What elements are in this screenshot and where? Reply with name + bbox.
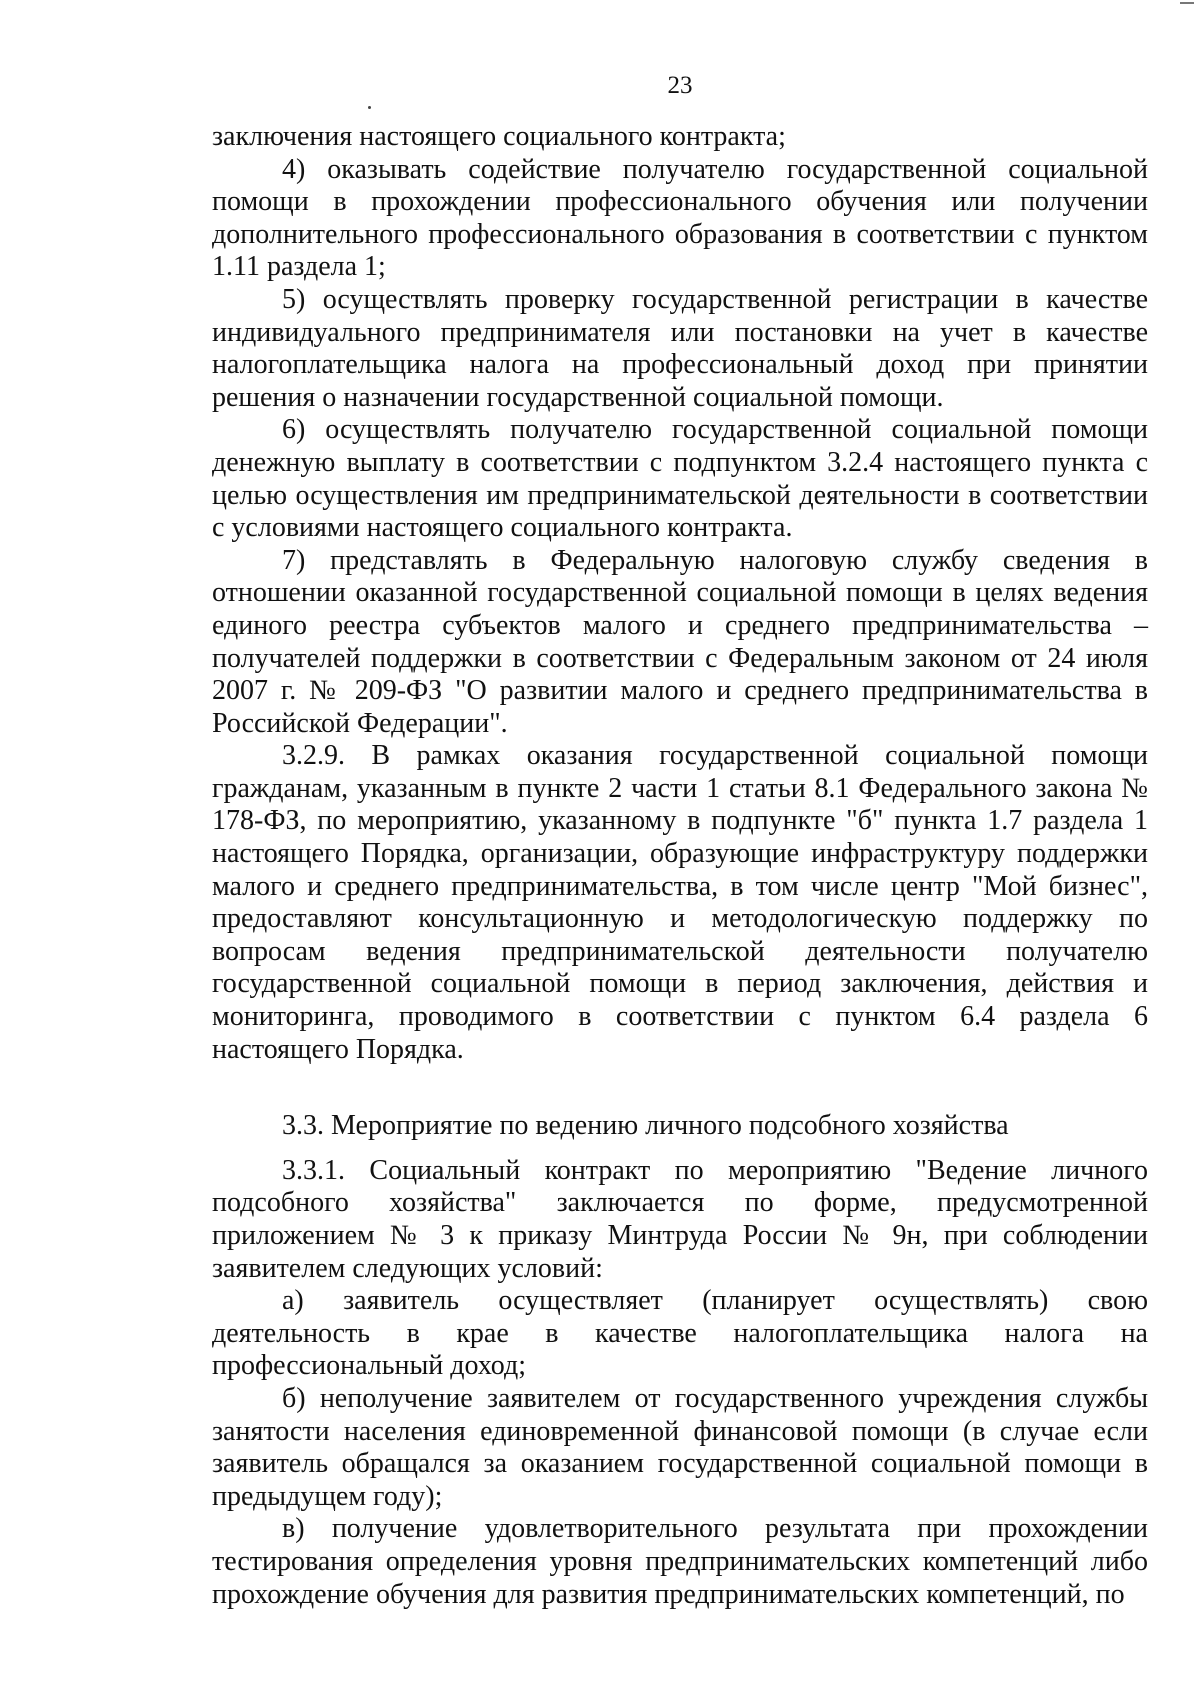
paragraph: 4) оказывать содействие получателю государственной социальной помощи в прохождении профессионального обучения или получении дополнительного профессионального образования в соответствии с пунктом 1.11 раздела 1; — [212, 153, 1148, 283]
paragraph: заключения настоящего социального контракта; — [212, 121, 786, 152]
paragraph: 7) представлять в Федеральную налоговую службу сведения в отношении оказанной государственной социальной помощи в целях ведения единого реестра субъектов малого и среднего предпринимательства – получателей поддержки в соответствии с Федеральным законом от 24 июля 2007 г. № 209-ФЗ "О развитии малого и среднего предпринимательства в Российской Федерации". — [212, 544, 1148, 739]
paragraph: 3.2.9. В рамках оказания государственной социальной помощи гражданам, указанным в пункте 2 части 1 статьи 8.1 Федерального закона № 178-ФЗ, по мероприятию, указанному в подпункте "б" пункта 1.7 раздела 1 настоящего Порядка, организации, образующие инфраструктуру поддержки малого и среднего предпринимательства, в том числе центр "Мой бизнес", предоставляют консультационную и методологическую поддержку по вопросам ведения предпринимательской деятельности получателю государственной социальной помощи в период заключения, действия и мониторинга, проводимого в соответствии с пунктом 6.4 раздела 6 настоящего Порядка. — [212, 740, 1148, 1065]
page-number: 23 — [667, 72, 693, 99]
paragraph: в) получение удовлетворительного результата при прохождении тестирования определения уровня предпринимательских компетенций либо прохождение обучения для развития предпринимательских компетенций, по — [212, 1513, 1148, 1610]
paragraph: а) заявитель осуществляет (планирует осуществлять) свою деятельность в крае в качестве налогоплательщика налога на профессиональный доход; — [212, 1285, 1148, 1382]
scan-mark — [1180, 2, 1194, 4]
section-heading: 3.3. Мероприятие по ведению личного подсобного хозяйства — [282, 1110, 1009, 1142]
paragraph: б) неполучение заявителем от государственного учреждения службы занятости населения единовременной финансовой помощи (в случае если заявитель обращался за оказанием государственной социальной помощи в предыдущем году); — [212, 1382, 1148, 1512]
paragraph: 3.3.1. Социальный контракт по мероприятию "Ведение личного подсобного хозяйства" заключается по форме, предусмотренной приложением № 3 к приказу Минтруда России № 9н, при соблюдении заявителем следующих условий: — [212, 1154, 1148, 1284]
document-body — [212, 121, 1148, 1611]
scan-dot — [368, 106, 371, 109]
paragraph: 5) осуществлять проверку государственной регистрации в качестве индивидуального предпринимателя или постановки на учет в качестве налогоплательщика налога на профессиональный доход при принятии решения о назначении государственной социальной помощи. — [212, 283, 1148, 413]
paragraph: 6) осуществлять получателю государственной социальной помощи денежную выплату в соответствии с подпунктом 3.2.4 настоящего пункта с целью осуществления им предпринимательской деятельности в соответствии с условиями настоящего социального контракта. — [212, 414, 1148, 544]
